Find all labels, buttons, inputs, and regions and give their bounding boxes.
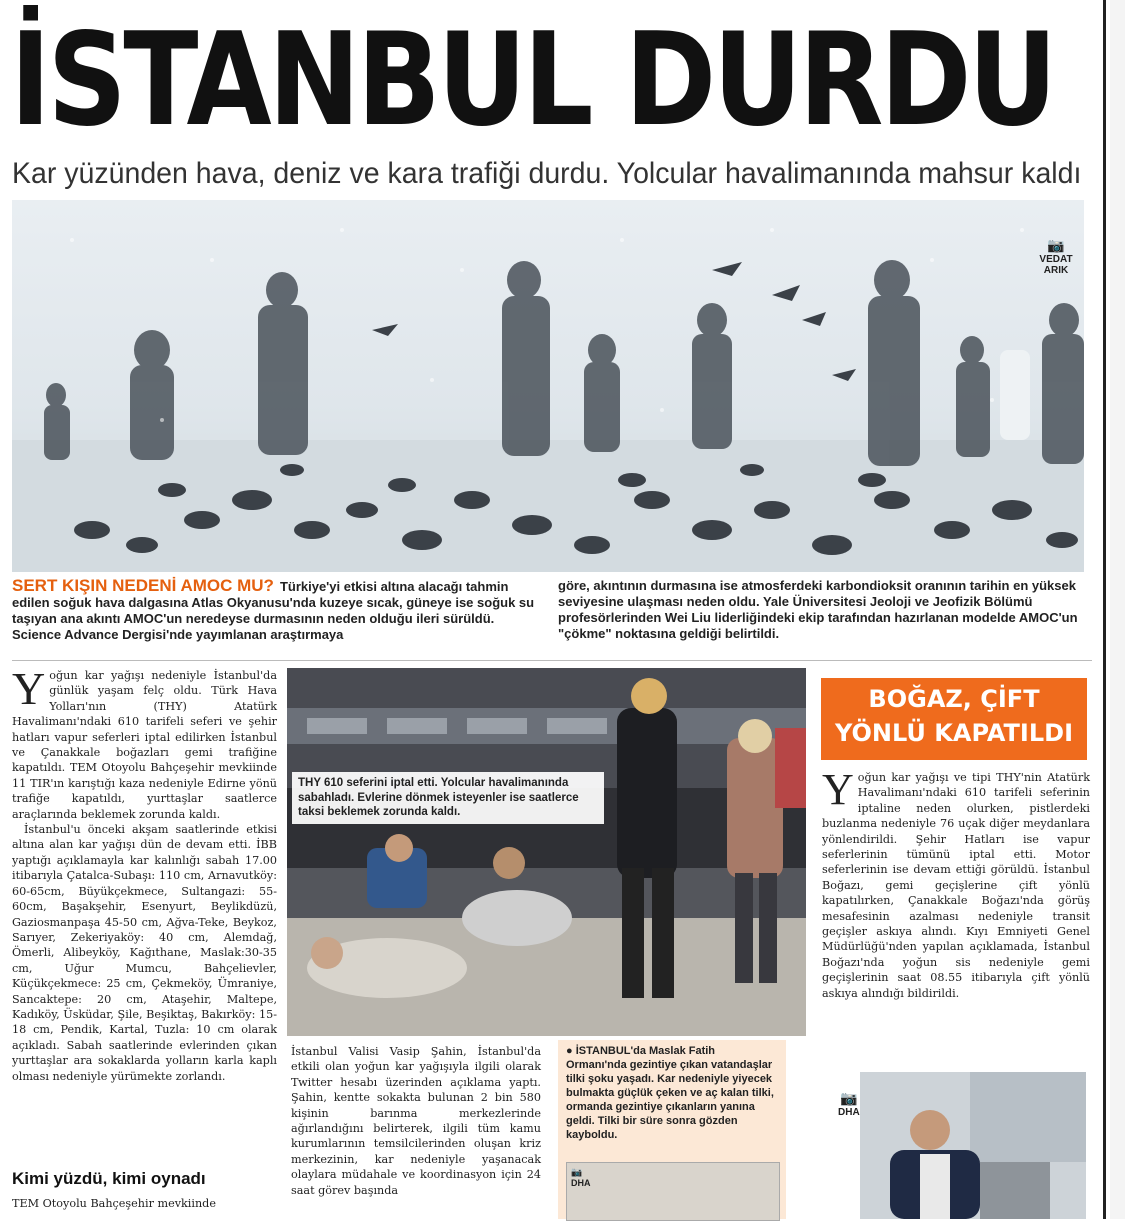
tilki-text: ● İSTANBUL'da Maslak Fatih Ormanı'nda gezintiye çıkan vatandaşlar tilki şoku yaşadı. Kar nedeniyle yiyecek bulmakta güçlük çeken ve aç kalan tilki, ormanda gezintiye çıkanların yanına geldi. Tilki bir süre sonra gözden kayboldu.: [566, 1045, 774, 1141]
main-photo-snow-pigeons: [12, 200, 1084, 572]
page-edge: [1110, 0, 1125, 1219]
fox-photo: [566, 1162, 780, 1221]
amoc-right-text: göre, akıntının durmasına ise atmosferdeki karbondioksit oranının tarihin en yüksek seviyesine ulaşması neden oldu. Yale Üniversitesi Jeoloji ve Jeofizik Bölümü profesörlerinden Wei Liu liderliğindeki ekip tarafından hazırlanan modelde AMOC'un "çökme" noktasına geldiği belirtildi.: [558, 578, 1078, 641]
main-article-column: [12, 663, 277, 1084]
headline: İSTANBUL DURDU: [10, 6, 1054, 155]
fox-photo-credit: [571, 1167, 591, 1188]
photo-credit-line1: VEDAT: [1039, 254, 1073, 265]
photo-credit-line2: ARIK: [1043, 265, 1069, 276]
ship-worker-photo: [860, 1072, 1086, 1219]
worker-scene-illustration: [860, 1072, 1086, 1219]
section-divider: [12, 660, 1092, 661]
subheadline: Kar yüzünden hava, deniz ve kara trafiği durdu. Yolcular havalimanında mahsur kaldı: [12, 157, 1082, 190]
fox-credit-text: DHA: [571, 1178, 591, 1188]
bogaz-dropcap: Y: [822, 765, 854, 814]
column-rule: [1103, 0, 1106, 1219]
bogaz-article: [822, 765, 1090, 1001]
airport-photo-caption: THY 610 seferini iptal etti. Yolcular havalimanında sabahladı. Evlerine dönmek isteyenler ise saatlerce taksi beklemek zorunda kaldı.: [292, 772, 604, 824]
article-dropcap: Y: [12, 663, 46, 714]
amoc-left-text: Türkiye'yi etkisi altına alacağı tahmin edilen soğuk hava dalgasına Atlas Okyanusu'nda kuzeye sıcak, güneye ise soğuk su taşıyan ana akıntı AMOC'un neredeyse durmasının neden olduğu ileri sürüldü. Science Advance Dergisi'nde yayımlanan araştırmaya: [12, 579, 535, 642]
airport-scene-illustration: [287, 668, 806, 1036]
airport-photo: [287, 668, 806, 1036]
snow-scene-illustration: [12, 200, 1084, 572]
camera-icon: 📷: [571, 1167, 583, 1177]
dha-credit: [838, 1090, 860, 1118]
amoc-right-column: [558, 578, 1088, 642]
camera-icon: 📷: [1047, 237, 1065, 253]
bogaz-text: oğun kar yağışı ve tipi THY'nin Atatürk Havalimanı'ndaki 610 tarifeli seferinin iptaline neden olurken, pistlerdeki buzlanma nedeniyle 76 uçak diğer meydanlara yönlendirildi. Şehir Hatları ise vapur seferlerinin tümünü iptal etti. Motor seferlerinin ise devam ettiği görüldü. İstanbul Boğazı, gemi geçişlerine çift yönlü kapatılırken, Çanakkale Boğazı'nda görüş mesafesinin azalması nedeniyle transit geçişler askıya alındı. Kıyı Emniyeti Genel Müdürlüğü'nden yapılan açıklamada, İstanbul Boğazı'nda yoğun sis nedeniyle gemi geçişlerinin saat 08.55 itibarıyla çift yönlü askıya alındığı bildirildi.: [822, 771, 1090, 1000]
photo-credit: [1034, 238, 1078, 276]
amoc-kicker: SERT KIŞIN NEDENİ AMOC MU?: [12, 576, 274, 595]
bogaz-title: BOĞAZ, ÇİFT YÖNLÜ KAPATILDI: [821, 678, 1087, 760]
article-para2: İstanbul'u önceki akşam saatlerinde etkisi altına alan kar yağışı dün de devam etti. İBB yaptığı açıklamayla kar kalınlığı sabah 17.00 itibarıyla Çatalca-Subaşı: 110 cm, Arnavutköy: 60-65cm, Büyükçekmece, Sultangazi: 55-60cm, Başakşehir, Esenyurt, Beylikdüzü, Gaziosmanpaşa 45-50 cm, Ağva-Teke, Beykoz, Sarıyer, Zekeriyaköy: 40 cm, Alemdağ, Ömerli, Alibeyköy, Kağıthane, Maslak:30-35 cm, Uğur Mumcu, Bahçelievler, Küçükçekmece: 25 cm, Çekmeköy, Ümraniye, Sancaktepe: 20 cm, Ataşehir, Maltepe, Kadıköy, Üsküdar, Şile, Beşiktaş, Bakırköy: 15-18 cm, Pendik, Kartal, Tuzla: 10 cm olarak açıkladı. Sabah saatlerinde evlerinden çıkan yurttaşlar ara sokaklarda yolların karla kaplı olması nedeniyle yürümekte zorlandı.: [12, 823, 277, 1083]
tilki-box: [558, 1040, 786, 1219]
amoc-left-column: [12, 578, 542, 643]
vali-article: İstanbul Valisi Vasip Şahin, İstanbul'da etkili olan yoğun kar yağışıyla ilgili olarak Twitter hesabı üzerinden açıklama yaptı. Şahin, kentte sokakta bulunan 2 bin 580 kişinin barınma merkezlerinde ağırlandığını belirterek, ilgili tüm kamu kurumlarının temsilcilerinden oluşan kriz merkezinin, kar nedeniyle yaşanacak olaylara müdahale ve koordinasyon için 24 saat görev başında: [291, 1045, 541, 1197]
article-para1: oğun kar yağışı nedeniyle İstanbul'da günlük yaşam felç oldu. Türk Hava Yolları'nın (THY) Atatürk Havalimanı'ndaki 610 tarifeli seferi ve şehir hatları vapur seferleri iptal edilirken İstanbul ve Çanakkale boğazları gemi trafiğine kapatıldı. TEM Otoyolu Bahçeşehir mevkiinde 11 TIR'ın karıştığı kaza nedeniyle Edirne yönü trafiğe kapatıldı, yurttaşlar saatlerce araçlarında beklemek zorunda kaldı.: [12, 669, 277, 821]
camera-icon: 📷: [840, 1090, 858, 1106]
article-subhead: Kimi yüzdü, kimi oynadı: [12, 1169, 206, 1188]
dha-credit-text: DHA: [838, 1107, 860, 1118]
article-para3: TEM Otoyolu Bahçeşehir mevkiinde: [12, 1197, 216, 1210]
